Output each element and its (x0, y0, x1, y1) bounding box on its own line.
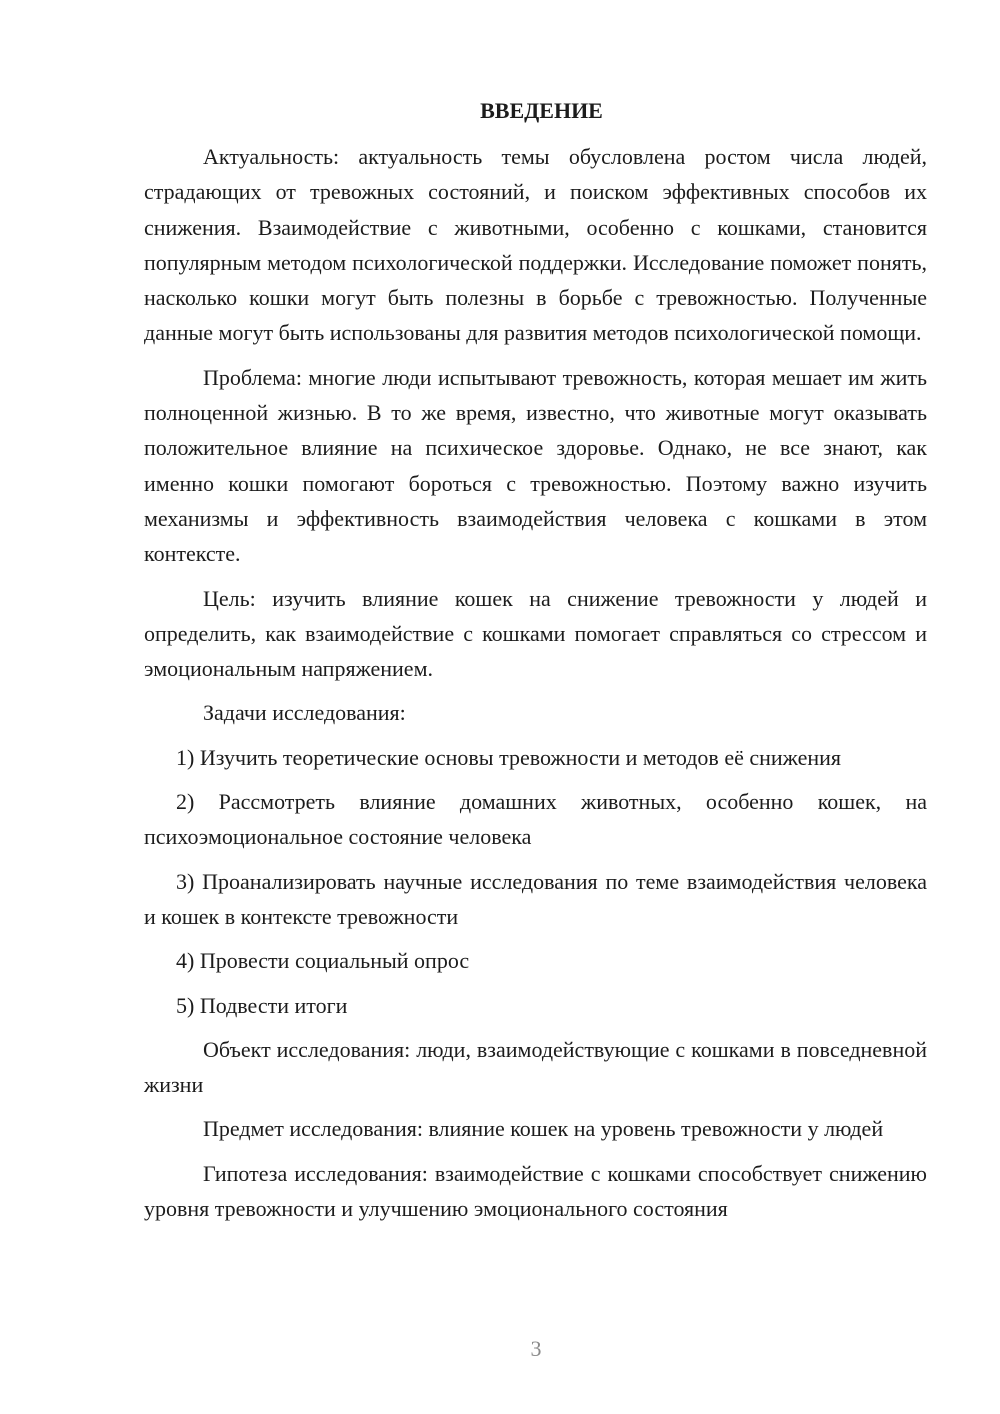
paragraph-hypothesis: Гипотеза исследования: взаимодействие с кошками способствует снижению уровня тревожности и улучшению эмоционального состояния (144, 1160, 927, 1222)
task-item: 3) Проанализировать научные исследования по теме взаимодействия человека и кошек в контексте тревожности (144, 868, 927, 929)
page-content (144, 95, 927, 1235)
page-number: 3 (530, 1336, 542, 1361)
paragraph-object: Объект исследования: люди, взаимодействующие с кошками в повседневной жизни (144, 1036, 927, 1098)
section-heading: ВВЕДЕНИЕ (480, 98, 603, 123)
paragraph-subject: Предмет исследования: влияние кошек на уровень тревожности у людей (203, 1116, 884, 1142)
paragraph-relevance: Актуальность: актуальность темы обусловлена ростом числа людей, страдающих от тревожных состояний, и поиском эффективных способов их снижения. Взаимодействие с животными, особенно с кошками, становится популярным методом психологической поддержки. Исследование поможет понять, насколько кошки могут быть полезны в борьбе с тревожностью. Полученные данные могут быть использованы для развития методов психологической помощи. (144, 144, 927, 346)
paragraph-goal: Цель: изучить влияние кошек на снижение тревожности у людей и определить, как взаимодействие с кошками помогает справляться со стрессом и эмоциональным напряжением. (144, 585, 927, 682)
paragraph-tasks-title: Задачи исследования: (203, 700, 406, 726)
task-item: 1) Изучить теоретические основы тревожности и методов её снижения (176, 744, 842, 770)
task-item: 2) Рассмотреть влияние домашних животных, особенно кошек, на психоэмоциональное состояние человека (144, 789, 927, 850)
task-item: 4) Провести социальный опрос (176, 948, 470, 974)
task-item: 5) Подвести итоги (176, 992, 348, 1018)
paragraph-problem: Проблема: многие люди испытывают тревожность, которая мешает им жить полноценной жизнью. В то же время, известно, что животные могут оказывать положительное влияние на психическое здоровье. Однако, не все знают, как именно кошки помогают бороться с тревожностью. Поэтому важно изучить механизмы и эффективность взаимодействия человека с кошками в этом контексте. (144, 364, 927, 567)
